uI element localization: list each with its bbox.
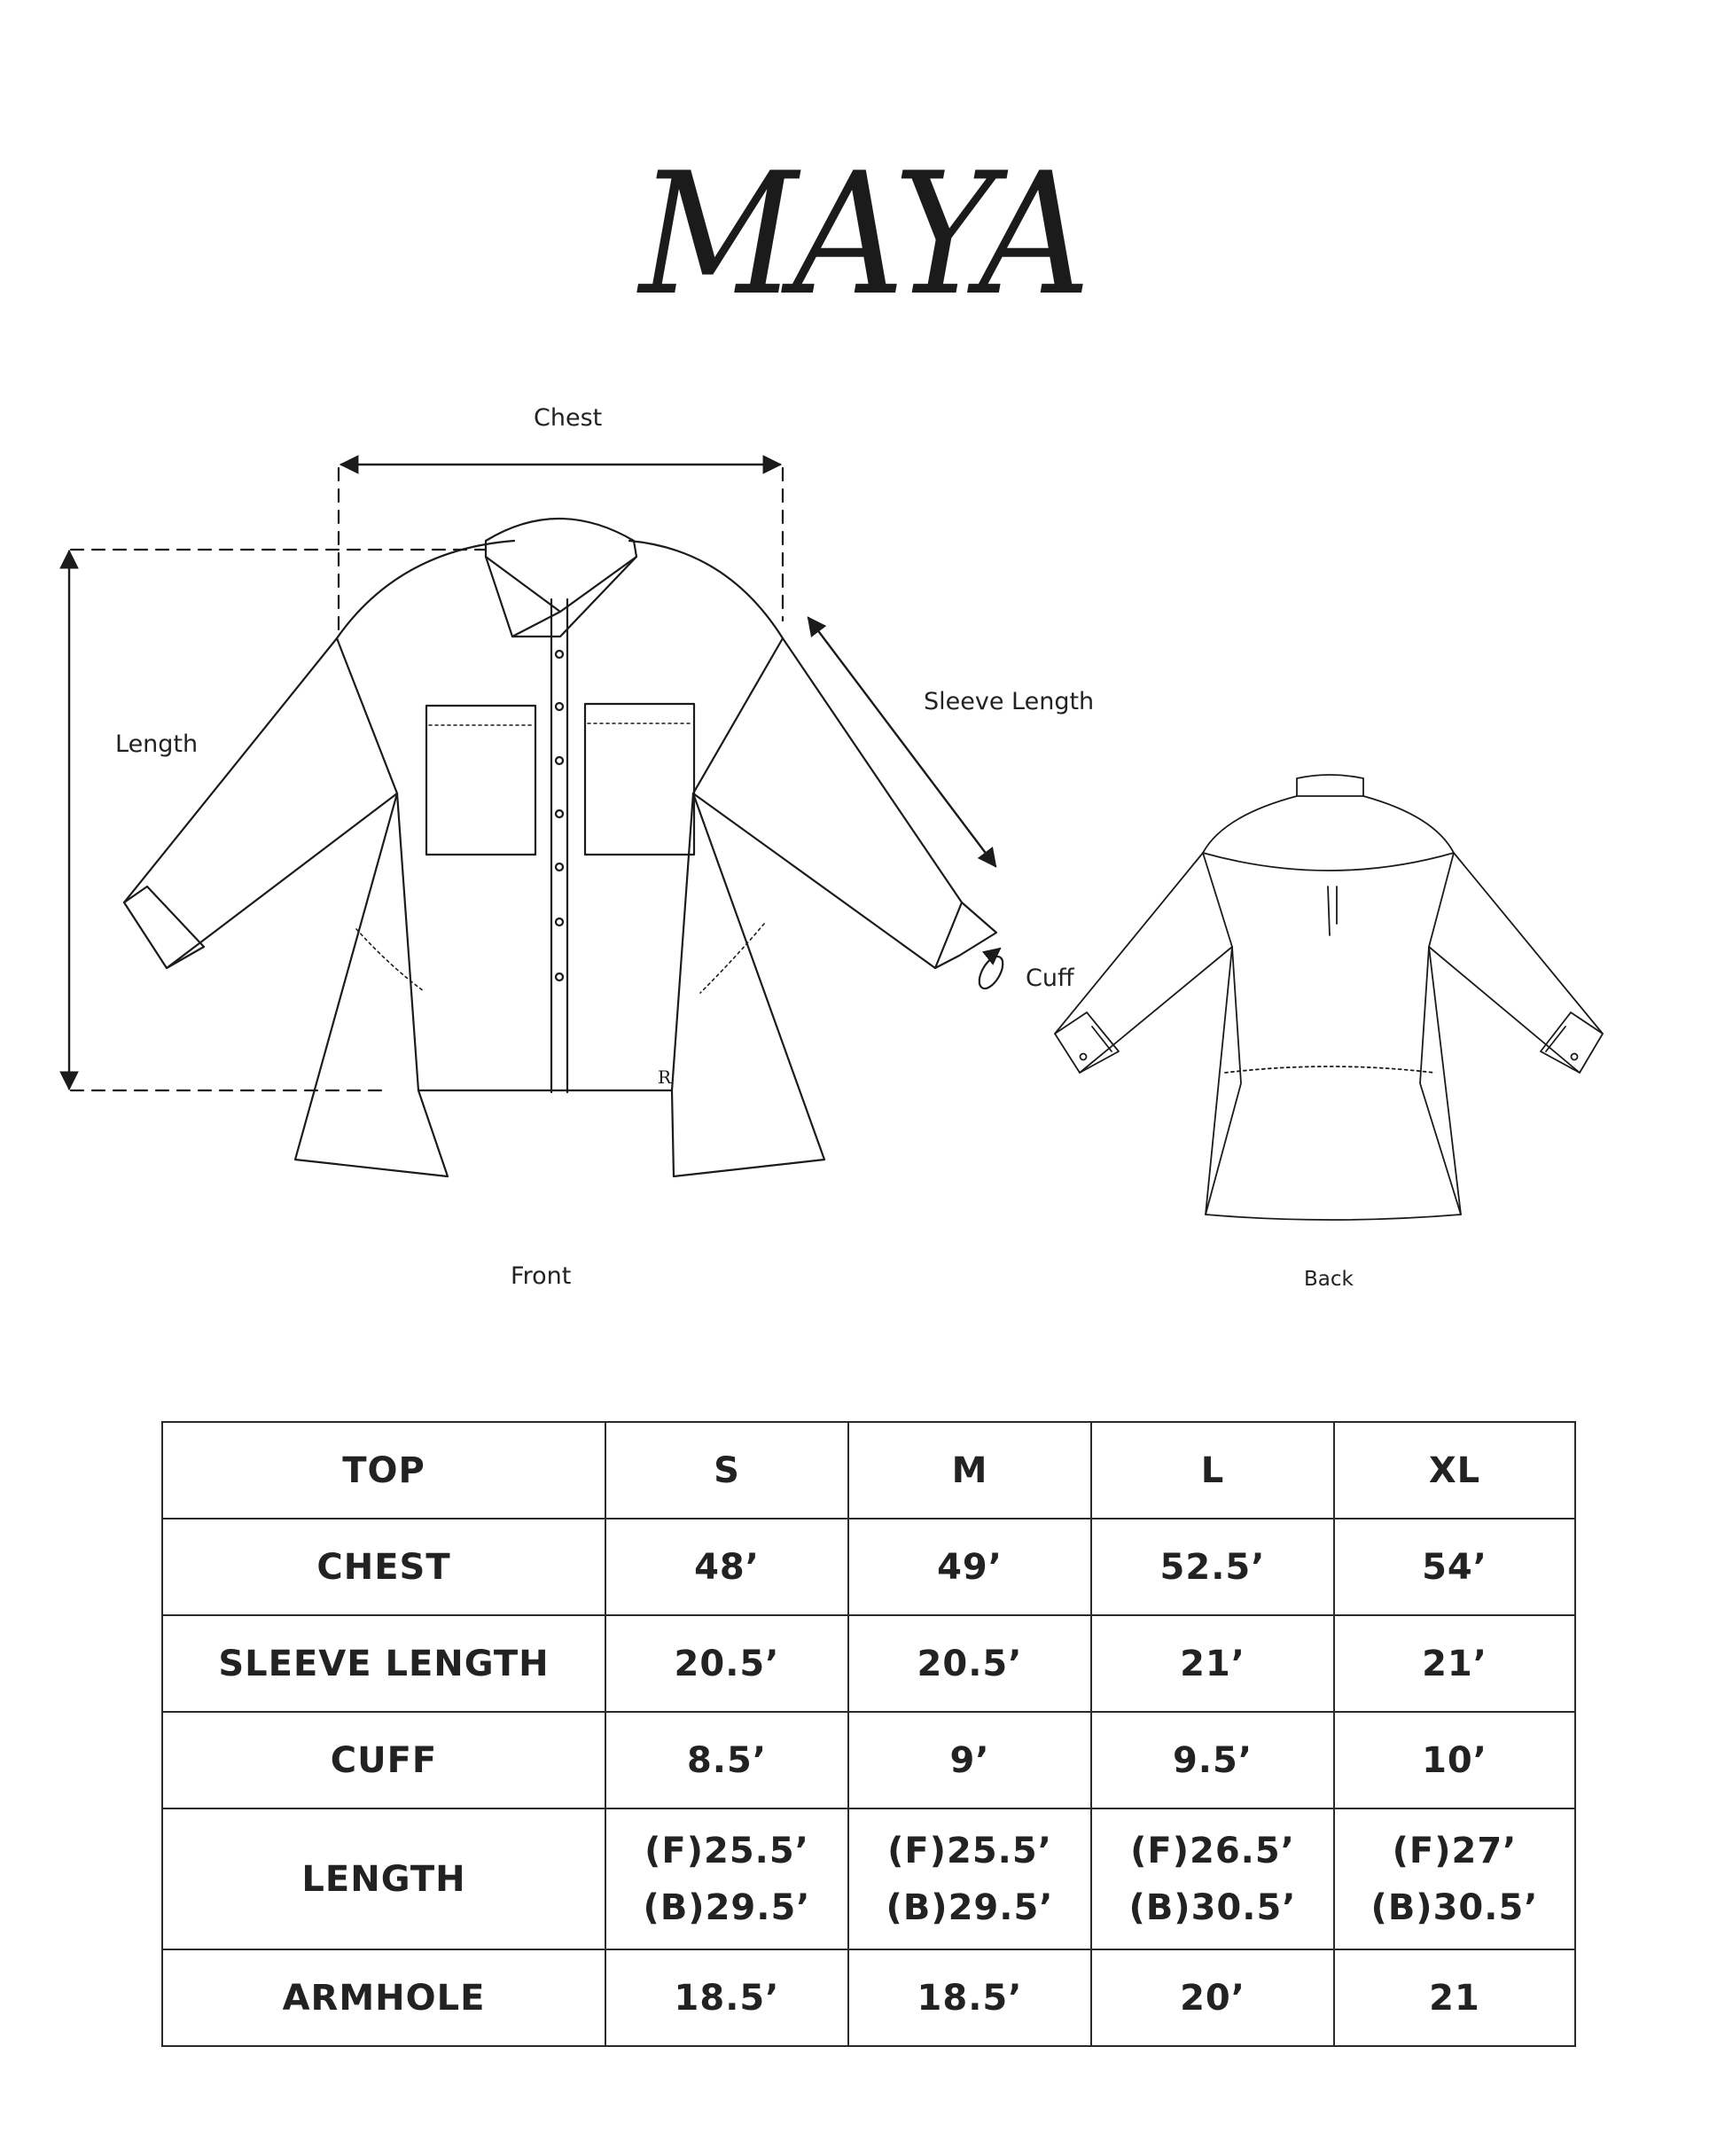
front-length-value: (F)25.5’ [644, 1830, 809, 1871]
front-shirt-sketch [69, 465, 1008, 1176]
table-cell: 9.5’ [1091, 1712, 1334, 1808]
header-cell: XL [1334, 1422, 1575, 1519]
front-length-value: (F)26.5’ [1130, 1830, 1295, 1871]
back-length-value: (B)30.5’ [1128, 1886, 1297, 1928]
table-cell [605, 1808, 848, 1949]
table-cell: 20.5’ [605, 1615, 848, 1712]
table-row [162, 1519, 1575, 1615]
back-length-value: (B)29.5’ [643, 1886, 811, 1928]
table-cell: 10’ [1334, 1712, 1575, 1808]
back-label: Back [1304, 1268, 1354, 1291]
header-cell: S [605, 1422, 848, 1519]
table-cell: 49’ [848, 1519, 1091, 1615]
table-cell: 21’ [1334, 1615, 1575, 1712]
back-length-value: (B)30.5’ [1370, 1886, 1539, 1928]
table-row [162, 1615, 1575, 1712]
chest-label: Chest [534, 404, 603, 432]
row-label: LENGTH [162, 1808, 605, 1949]
table-cell: 48’ [605, 1519, 848, 1615]
table-cell: 20.5’ [848, 1615, 1091, 1712]
table-cell: 54’ [1334, 1519, 1575, 1615]
row-label: ARMHOLE [162, 1949, 605, 2046]
table-cell: 21’ [1091, 1615, 1334, 1712]
header-cell: TOP [162, 1422, 605, 1519]
table-cell: 21 [1334, 1949, 1575, 2046]
header-cell: M [848, 1422, 1091, 1519]
front-length-value: (F)27’ [1392, 1830, 1518, 1871]
table-cell: 52.5’ [1091, 1519, 1334, 1615]
front-label: Front [511, 1262, 572, 1290]
table-cell [1091, 1808, 1334, 1949]
table-cell [848, 1808, 1091, 1949]
back-shirt-sketch [1055, 775, 1603, 1220]
table-cell: 8.5’ [605, 1712, 848, 1808]
sleeve-length-label: Sleeve Length [924, 688, 1095, 715]
table-cell [1334, 1808, 1575, 1949]
table-cell: 9’ [848, 1712, 1091, 1808]
table-cell: 20’ [1091, 1949, 1334, 2046]
row-label: SLEEVE LENGTH [162, 1615, 605, 1712]
length-label: Length [115, 730, 199, 758]
table-row [162, 1808, 1575, 1949]
row-label: CHEST [162, 1519, 605, 1615]
cuff-rotate-icon [974, 949, 1007, 992]
table-row [162, 1949, 1575, 2046]
cuff-label: Cuff [1026, 965, 1074, 992]
row-label: CUFF [162, 1712, 605, 1808]
table-cell: 18.5’ [605, 1949, 848, 2046]
back-length-value: (B)29.5’ [886, 1886, 1054, 1928]
svg-text:R: R [658, 1066, 672, 1088]
size-chart-table [161, 1421, 1576, 2047]
product-title: MAYA [638, 137, 1087, 332]
front-length-value: (F)25.5’ [887, 1830, 1052, 1871]
header-cell: L [1091, 1422, 1334, 1519]
table-header-row [162, 1422, 1575, 1519]
table-cell: 18.5’ [848, 1949, 1091, 2046]
table-row [162, 1712, 1575, 1808]
